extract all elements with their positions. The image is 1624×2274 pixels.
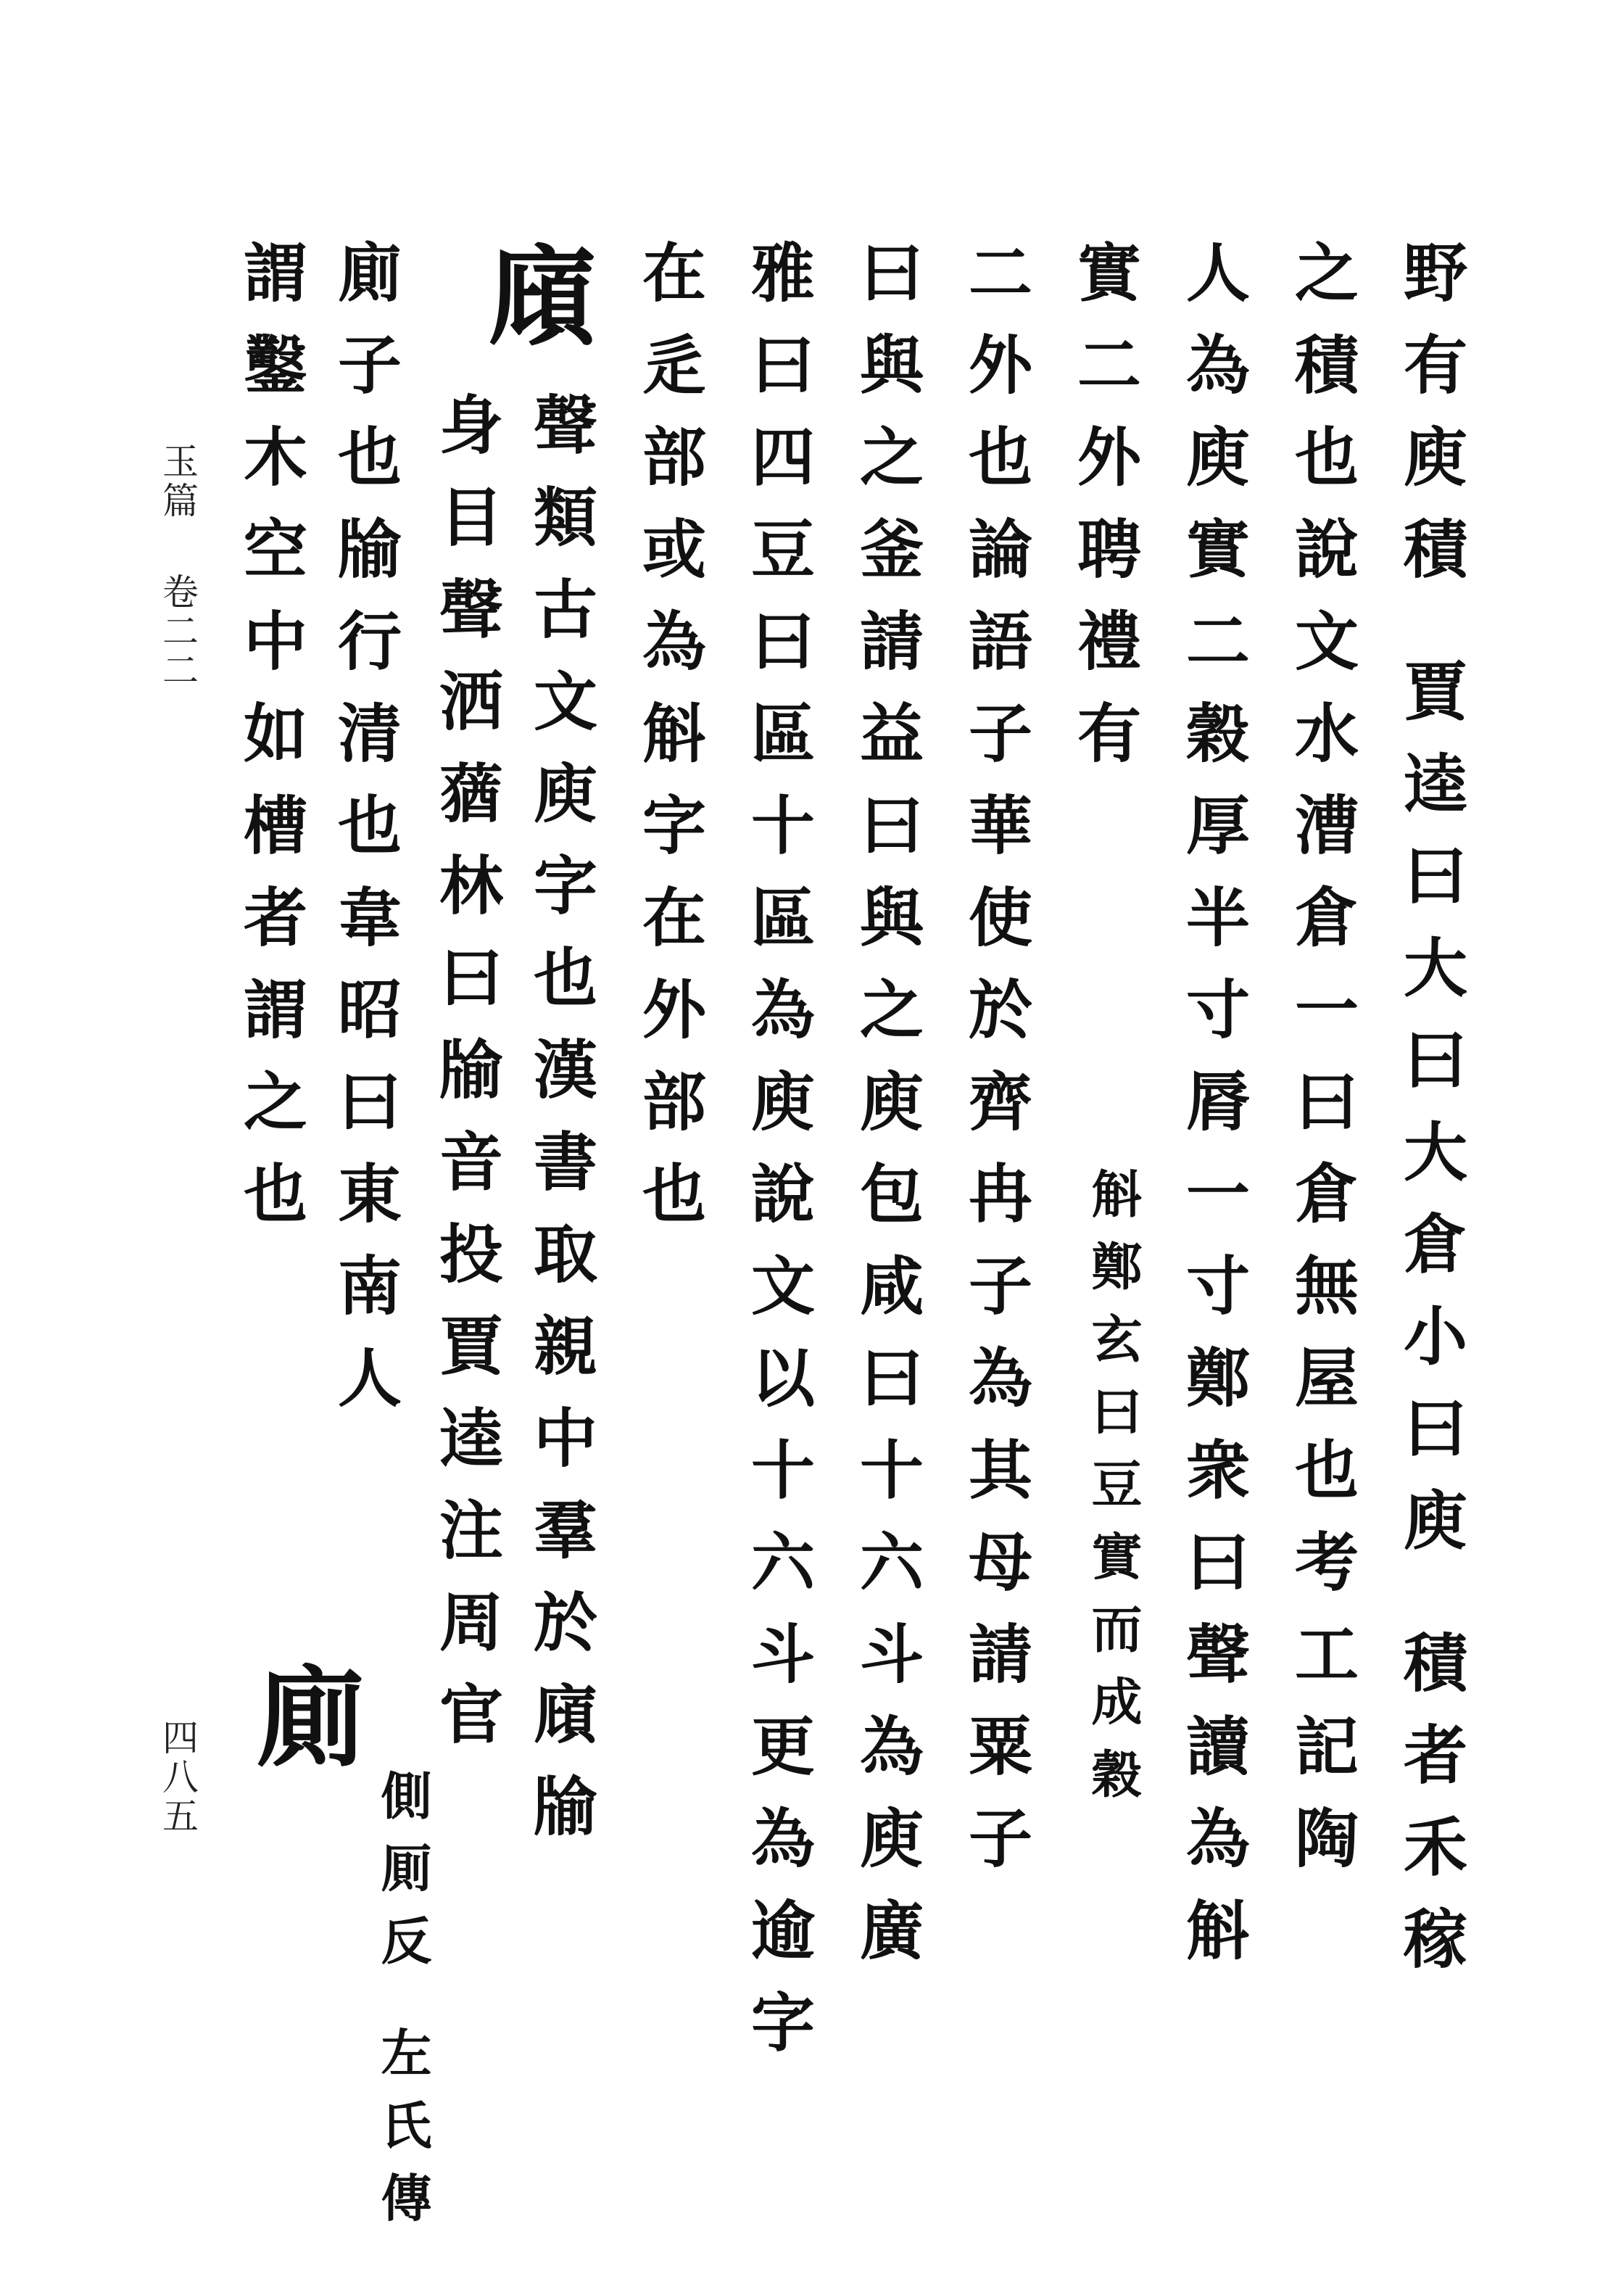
text-column-13: 謂鑿木空中如槽者謂之也 [233, 239, 309, 1252]
headword-1: 廎 [469, 239, 597, 363]
book-title: 玉篇 [157, 442, 199, 521]
text-column-8: 在辵部或為斛字在外部也 [632, 239, 708, 1252]
text-column-11: 廁子也牏行清也韋昭曰東南人 [328, 239, 403, 1436]
text-column-10: 身目聲洒蕕林曰牏音投賈逵注周官 [429, 392, 505, 1773]
text-column-6: 曰與之釜請益曰與之庾包咸曰十六斗為庾廣 [850, 239, 925, 1989]
text-column-4: 實二外聘禮有 [1067, 239, 1143, 792]
text-column-4-note: 斛鄭玄曰豆實而成穀 [1083, 1167, 1143, 1820]
text-column-12: 側厠反 左氏傳 [373, 1769, 433, 2244]
text-column-9: 聲類古文庾字也漢書取親中羣於廎牏 [523, 392, 599, 1865]
text-column-1: 野有庾積 賈逵曰大曰大倉小曰庾 積者禾稼 [1393, 239, 1469, 1998]
volume-label: 卷二二 [157, 573, 199, 690]
headword-2: 廁 [237, 1661, 365, 1784]
text-column-2: 之積也說文水漕倉一曰倉無屋也考工記陶 [1285, 239, 1360, 1897]
text-column-5: 二外也論語子華使於齊冉子為其母請粟子 [958, 239, 1034, 1897]
page-number: 四八五 [157, 1719, 199, 1836]
text-column-7: 雅曰四豆曰區十區為庾說文以十六斗更為逾字 [741, 239, 816, 2081]
text-column-3: 人為庾實二穀厚半寸脣一寸鄭衆曰聲讀為斛 [1176, 239, 1251, 1989]
